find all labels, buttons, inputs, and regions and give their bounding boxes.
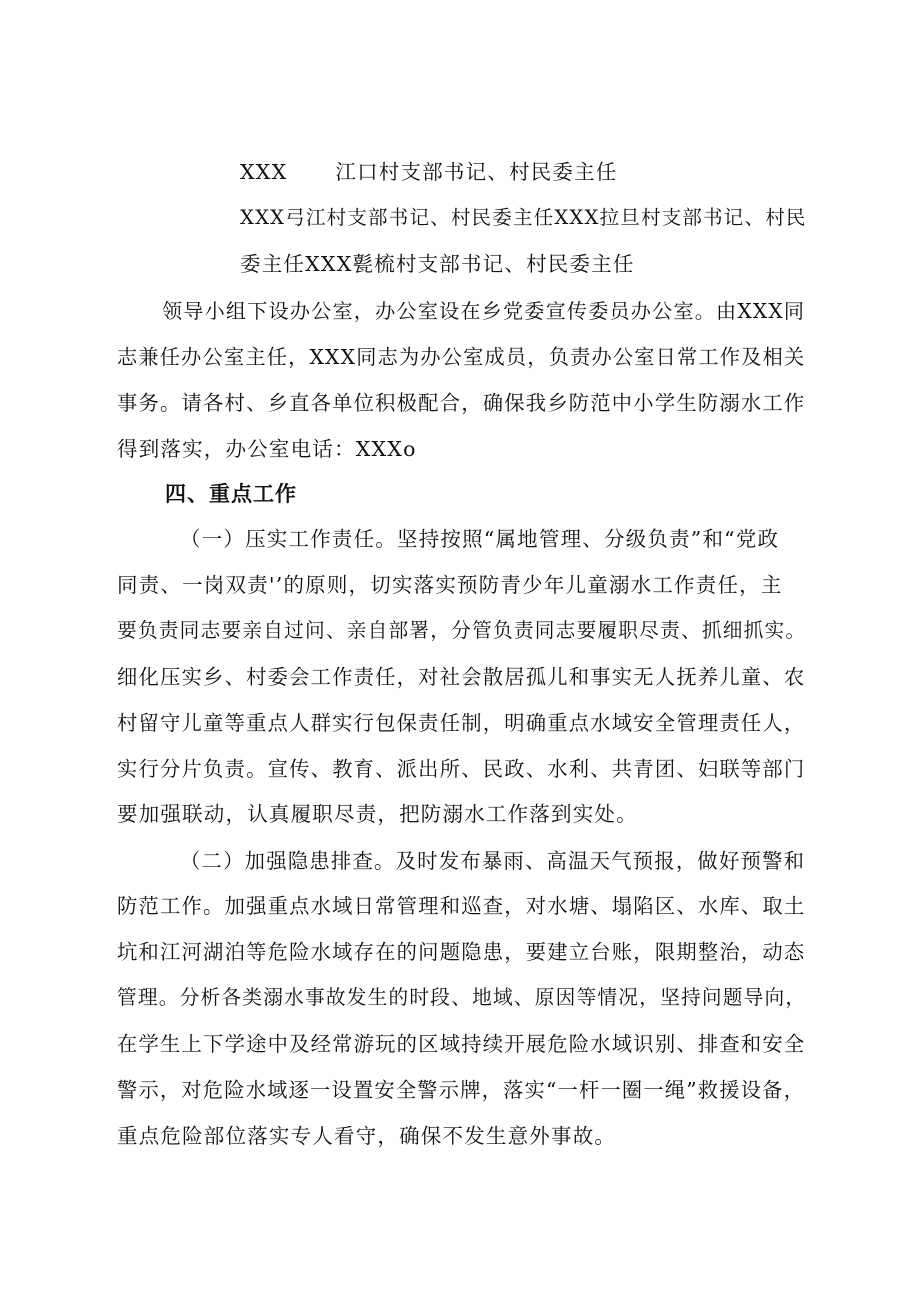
office-paragraph-line: 志兼任办公室主任，XXX同志为办公室成员，负责办公室日常工作及相关: [117, 345, 806, 369]
section1-line: 村留守儿童等重点人群实行包保责任制，明确重点水域安全管理责任人，: [117, 711, 806, 735]
office-paragraph-line: 得到落实，办公室电话：XXXo: [117, 437, 417, 461]
section1-line: 实行分片负责。宣传、教育、派出所、民政、水利、共青团、妇联等部门: [117, 757, 806, 781]
section2-line: 管理。分析各类溺水事故发生的时段、地域、原因等情况，坚持问题导向，: [117, 986, 807, 1009]
section2-line: （二）加强隐患排查。及时发布暴雨、高温天气预报，做好预警和: [180, 849, 806, 873]
section-heading: 四、重点工作: [165, 482, 297, 506]
section2-line: 在学生上下学途中及经常游玩的区域持续开展危险水域识别、排查和安全: [117, 1032, 806, 1056]
section2-line: 警示，对危险水域逐一设置安全警示牌，落实“一杆一圈一绳”救援设备，: [117, 1078, 806, 1102]
section1-line: 要负责同志要亲自过问、亲自部署，分管负责同志要履职尽责、抓细抓实。: [117, 619, 807, 642]
office-paragraph-line: 事务。请各村、乡直各单位积极配合，确保我乡防范中小学生防溺水工作: [117, 391, 806, 415]
member-line-3: 委主任XXX甏梳村支部书记、村民委主任: [240, 252, 635, 276]
section1-line: 要加强联动，认真履职尽责，把防溺水工作落到实处。: [117, 802, 638, 826]
member-line-1: [240, 157, 618, 187]
member-line-2: XXX弓江村支部书记、村民委主任XXX拉旦村支部书记、村民: [240, 206, 807, 229]
section2-line: 防范工作。加强重点水域日常管理和巡查，对水塘、塌陷区、水库、取土: [117, 894, 806, 918]
section1-line: 同责、一岗双责'’的原则，切实落实预防青少年儿童溺水工作责任，主: [117, 573, 783, 597]
section1-line: 细化压实乡、村委会工作责任，对社会散居孤儿和事实无人抚养儿童、农: [117, 665, 806, 689]
member-name: XXX: [240, 160, 288, 184]
section2-line: 重点危险部位落实专人看守，确保不发生意外事故。: [117, 1124, 617, 1148]
section1-line: （一）压实工作责任。坚持按照“属地管理、分级负责”和“党政: [180, 527, 780, 551]
office-paragraph-line: 领导小组下设办公室，办公室设在乡党委宣传委员办公室。由XXX同: [162, 299, 806, 323]
section2-line: 坑和江河湖泊等危险水域存在的问题隐患，要建立台账，限期整治，动态: [117, 940, 806, 964]
member-role: 江口村支部书记、村民委主任: [335, 160, 618, 184]
